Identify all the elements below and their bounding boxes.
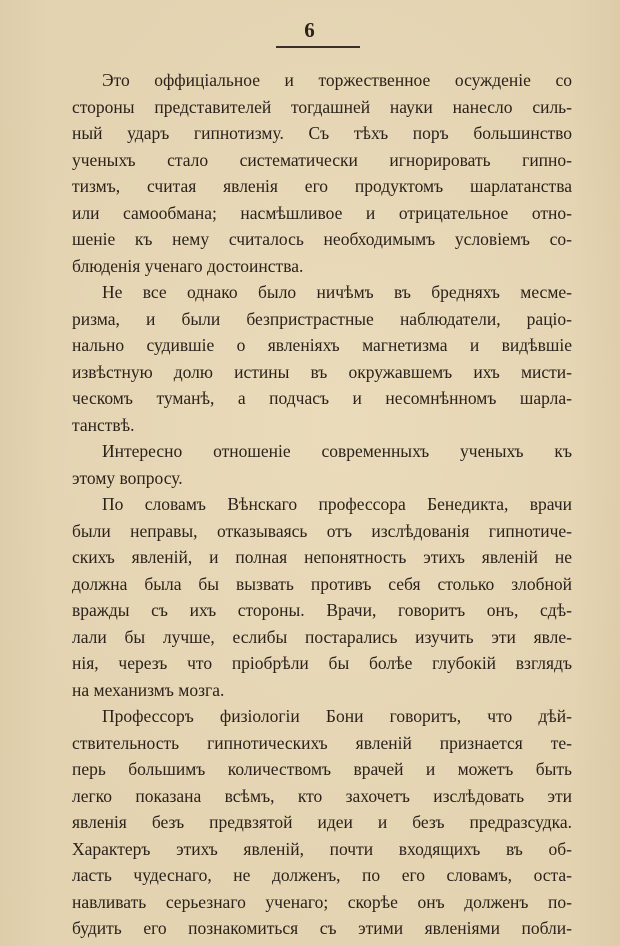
text-line: лали бы лучше, еслибы постарались изучить эти явле- — [72, 626, 572, 647]
text-line: этому вопросу. — [72, 467, 183, 488]
text-line: нія, черезъ что пріобрѣли бы болѣе глубокій взглядъ — [72, 653, 572, 673]
text-line: стороны представителей тогдашней науки нанесло силь- — [72, 96, 572, 117]
text-line: шеніе къ нему считалось необходимымъ условіемъ со- — [72, 229, 572, 249]
text-line: на механизмъ мозга. — [72, 679, 225, 700]
paragraph — [72, 67, 572, 279]
text-line: явленія безъ предвзятой идеи и безъ предразсудка. — [72, 812, 572, 832]
text-line: будить его познакомиться съ этими явленіями побли- — [72, 918, 572, 938]
page-number: 6 — [304, 18, 316, 42]
paragraph — [72, 491, 572, 703]
body-text — [72, 67, 572, 942]
text-line: ученыхъ стало систематически игнорировать гипно- — [72, 149, 572, 170]
text-line: Не все однако было ничѣмъ въ бредняхъ месме- — [102, 282, 572, 302]
text-line: Интересно отношеніе современныхъ ученыхъ къ — [102, 441, 572, 461]
text-line: По словамъ Вѣнскаго профессора Бенедикта, врачи — [102, 494, 572, 514]
text-line: извѣстную долю истины въ окружавшемъ ихъ мисти- — [72, 361, 572, 382]
text-line: Профессоръ физіологіи Бони говоритъ, что дѣй- — [102, 706, 572, 726]
text-line: навливать серьезнаго ученаго; скорѣе онъ долженъ по- — [72, 891, 572, 912]
text-line: ласть чудеснаго, не долженъ, по его словамъ, оста- — [72, 865, 572, 885]
text-line: тизмъ, считая явленія его продуктомъ шарлатанства — [72, 176, 572, 196]
text-line: ный ударъ гипнотизму. Съ тѣхъ поръ большинство — [72, 123, 572, 143]
paragraph — [72, 438, 572, 491]
text-line: Характеръ этихъ явленій, почти входящихъ въ об- — [72, 838, 572, 859]
text-line: блюденія ученаго достоинства. — [72, 255, 304, 276]
text-line: скихъ явленій, и полная непонятность этихъ явленій не — [72, 547, 572, 567]
text-line: были неправы, отказываясь отъ изслѣдованія гипнотиче- — [72, 520, 572, 541]
paragraph — [72, 703, 572, 942]
text-line: вражды съ ихъ стороны. Врачи, говоритъ онъ, сдѣ- — [72, 600, 572, 620]
text-line: ризма, и были безпристрастные наблюдатели, раціо- — [72, 308, 572, 329]
text-line: нально судившіе о явленіяхъ магнетизма и видѣвшіе — [72, 335, 572, 355]
paragraph — [72, 279, 572, 438]
text-line: ствительность гипнотическихъ явленій признается те- — [72, 732, 572, 753]
text-line: или самообмана; насмѣшливое и отрицательное отно- — [72, 202, 572, 223]
text-line: легко показана всѣмъ, кто захочетъ изслѣдовать эти — [72, 785, 572, 806]
text-line: должна была бы вызвать противъ себя столько злобной — [72, 573, 572, 594]
text-line: ческомъ туманѣ, а подчасъ и несомнѣнномъ шарла- — [72, 388, 572, 408]
header-rule — [276, 46, 360, 48]
text-line: Это оффиціальное и торжественное осужденіе со — [102, 70, 572, 90]
text-line: танствѣ. — [72, 414, 135, 435]
text-line: перь большимъ количествомъ врачей и можетъ быть — [72, 759, 572, 779]
